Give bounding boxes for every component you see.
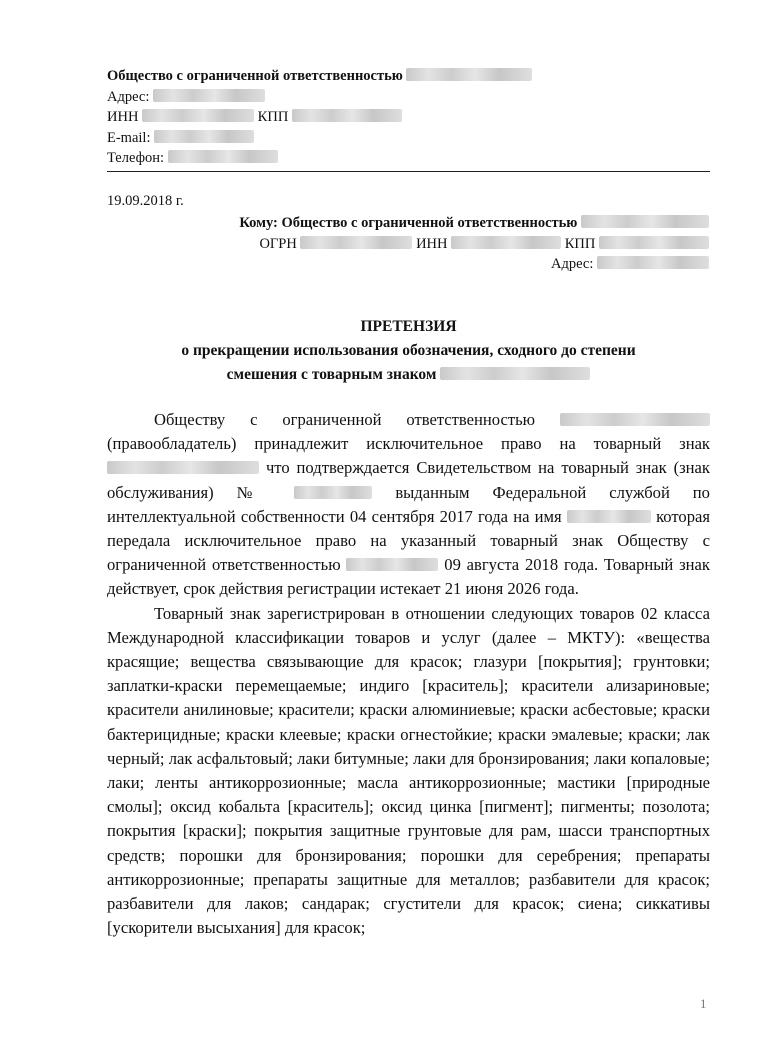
sender-phone-line: [107, 148, 710, 169]
recipient-address-line: [239, 254, 709, 275]
redacted-address: [153, 89, 265, 102]
redacted-inn: [142, 109, 254, 122]
body-paragraph-1: [107, 408, 710, 602]
recipient-kpp-label: КПП: [564, 235, 596, 252]
recipient-to-label: Кому: Общество с ограниченной ответственностью: [239, 215, 578, 231]
recipient-inn-label: ИНН: [416, 235, 448, 252]
sender-org-line: [107, 66, 710, 87]
redacted-trademark-name: [107, 461, 259, 474]
title-line-2-text: смешения с товарным знаком: [226, 366, 437, 383]
redacted-rightholder: [560, 413, 710, 426]
title-main: ПРЕТЕНЗИЯ: [360, 318, 457, 335]
sender-address-label: Адрес:: [107, 88, 150, 105]
redacted-recipient-name: [581, 215, 709, 228]
p1-segment-a: Обществу с ограниченной ответственностью: [154, 410, 536, 429]
redacted-recipient-kpp: [599, 236, 709, 249]
header-divider: [107, 171, 710, 172]
document-date: 19.09.2018 г.: [107, 193, 184, 209]
title-line-2: [107, 363, 710, 387]
redacted-ogrn: [300, 236, 412, 249]
sender-block: [107, 66, 710, 169]
sender-phone-label: Телефон:: [107, 150, 165, 166]
sender-email-line: [107, 128, 710, 149]
redacted-previous-owner: [567, 510, 651, 523]
recipient-ids-line: [239, 234, 709, 255]
redacted-company-name: [346, 558, 438, 571]
redacted-recipient-inn: [451, 236, 561, 249]
p1-segment-b: (правообладатель) принадлежит исключительное право на товарный знак: [107, 434, 710, 454]
recipient-block: [239, 213, 709, 275]
redacted-kpp: [292, 109, 402, 122]
p1-segment-d: выданным Федеральной службой по интеллектуальной собственности 04 сентября 2017 года на имя: [107, 482, 710, 526]
redacted-phone: [168, 150, 278, 163]
title-line-1: о прекращении использования обозначения, сходного до степени: [181, 342, 636, 359]
p1-segment-e: которая передала исключительное право на указанный товарный знак Обществу с ограниченной ответственностью: [107, 506, 710, 575]
sender-org-label: Общество с ограниченной ответственностью: [107, 68, 403, 84]
redacted-org-name: [406, 68, 532, 81]
sender-kpp-label: КПП: [257, 109, 289, 125]
recipient-to-line: [239, 213, 709, 234]
sender-inn-label: ИНН: [107, 109, 139, 125]
redacted-recipient-address: [597, 256, 709, 269]
redacted-email: [154, 130, 254, 143]
body-paragraph-2: Товарный знак зарегистрирован в отношении следующих товаров 02 класса Международной классификации товаров и услуг (далее – МКТУ): «вещества красящие; вещества связывающие для красок; глазури [покрытия]; грунтовки; заплатки-краски перемещаемые; индиго [краситель]; красители ализариновые; красители анилиновые; красители; краски алюминиевые; краски асбестовые; краски бактерицидные; краски клеевые; краски огнестойкие; краски эмалевые; краски; лак черный; лак асфальтовый; лаки битумные; лаки для бронзирования; лаки копаловые; лаки; ленты антикоррозионные; масла антикоррозионные; мастики [природные смолы]; оксид кобальта [краситель]; оксид цинка [пигмент]; пигменты; позолота; покрытия [краски]; покрытия защитные грунтовые для рам, шасси транспортных средств; порошки для бронзирования; порошки для серебрения; препараты антикоррозионные; препараты защитные для металлов; разбавители для красок; разбавители для лаков; сандарак; сгустители для красок; сиена; сиккативы [ускорители высыхания] для красок;: [107, 603, 710, 938]
page-number: 1: [700, 996, 707, 1011]
document-title: [107, 315, 710, 387]
sender-address-line: [107, 87, 710, 108]
redacted-certificate-number: [294, 486, 372, 499]
recipient-ogrn-label: ОГРН: [259, 235, 297, 252]
sender-inn-kpp-line: [107, 107, 710, 128]
document-body: [107, 408, 710, 940]
p1-segment-c: что подтверждается Свидетельством на товарный знак (знак обслуживания) №: [107, 458, 710, 502]
p1-segment-f: 09 августа 2018 года. Товарный знак действует, срок действия регистрации истекает 21 июня 2026 года.: [107, 555, 710, 599]
recipient-address-label: Адрес:: [551, 256, 594, 272]
sender-email-label: E-mail:: [107, 129, 151, 146]
redacted-trademark: [440, 367, 590, 380]
